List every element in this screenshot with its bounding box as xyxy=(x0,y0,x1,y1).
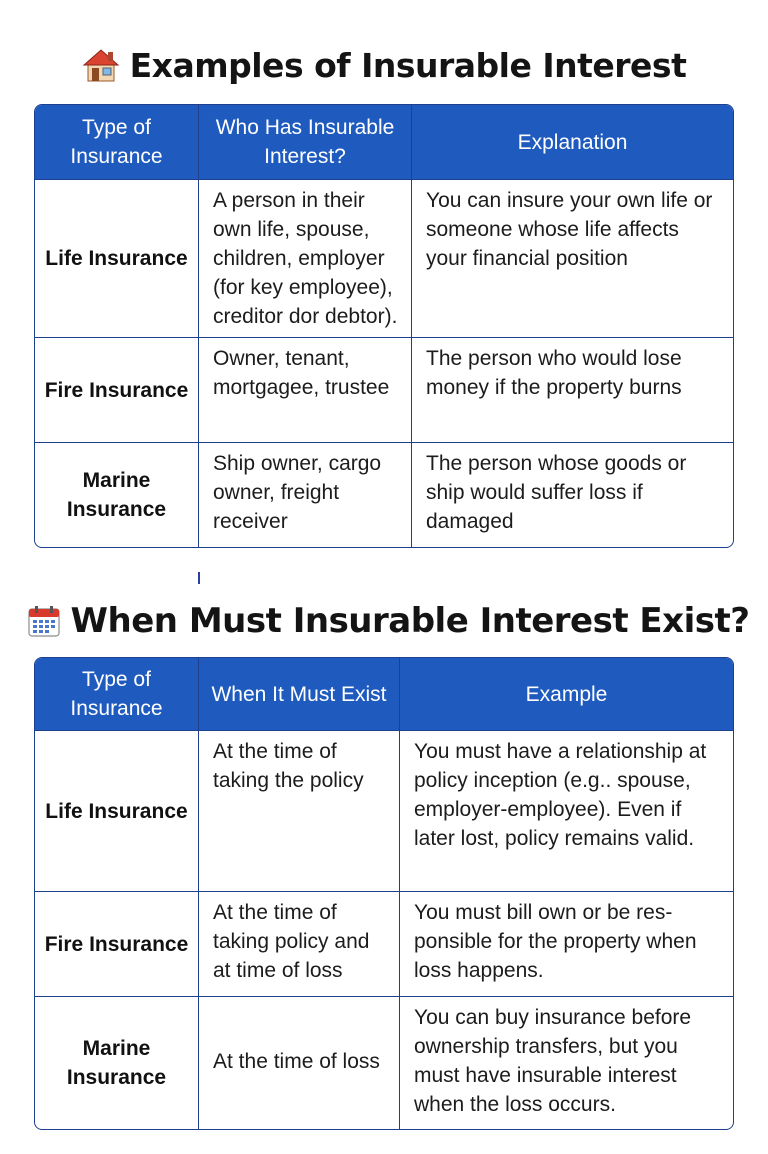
table-header-row xyxy=(35,658,733,730)
cell-who: Ship owner, cargo owner, freight receiver xyxy=(199,442,412,547)
cell-explanation: The person who would lose money if the property burns xyxy=(412,337,733,442)
house-icon xyxy=(82,46,120,84)
column-header-explanation: Explanation xyxy=(412,105,733,179)
table-row xyxy=(35,891,733,996)
section2-heading xyxy=(4,596,768,646)
section1-title: Examples of Insurable Interest xyxy=(129,45,687,85)
column-header-when: When It Must Exist xyxy=(199,658,400,730)
cell-who: Owner, tenant, mortgagee, trustee xyxy=(199,337,412,442)
table-header-row xyxy=(35,105,733,179)
cell-when: At the time of taking the policy xyxy=(199,730,400,891)
insurable-interest-timing-table xyxy=(34,657,734,1130)
cell-explanation: You can insure your own life or someone whose life affects your financial position xyxy=(412,179,733,337)
column-header-who: Who Has Insurable Interest? xyxy=(199,105,412,179)
column-header-type: Type of Insurance xyxy=(35,105,199,179)
cell-example: You must have a relationship at policy inception (e.g.. spouse, employer-employee). Even if later lost, policy remains valid. xyxy=(400,730,733,891)
cell-who: A person in their own life, spouse, children, employer (for key employee), creditor dor debtor). xyxy=(199,179,412,337)
cell-type: Life Insurance xyxy=(35,179,199,337)
table-row xyxy=(35,730,733,891)
insurable-interest-examples-table xyxy=(34,104,734,548)
cell-when: At the time of loss xyxy=(199,996,400,1129)
calendar-icon xyxy=(27,604,61,638)
section2-title: When Must Insurable Interest Exist? xyxy=(70,601,750,641)
cell-type: Fire Insurance xyxy=(35,891,199,996)
column-header-type: Type of Insurance xyxy=(35,658,199,730)
table-row xyxy=(35,996,733,1129)
section1-heading xyxy=(0,40,768,90)
cell-example: You must bill own or be res-ponsible for the property when loss happens. xyxy=(400,891,733,996)
cell-example: You can buy insurance before ownership transfers, but you must have insurable interest when the loss occurs. xyxy=(400,996,733,1129)
table-row xyxy=(35,442,733,547)
cell-explanation: The person whose goods or ship would suffer loss if damaged xyxy=(412,442,733,547)
cell-when: At the time of taking policy and at time of loss xyxy=(199,891,400,996)
cell-type: Life Insurance xyxy=(35,730,199,891)
column-header-example: Example xyxy=(400,658,733,730)
cell-type: Fire Insurance xyxy=(35,337,199,442)
table-row xyxy=(35,337,733,442)
table-row xyxy=(35,179,733,337)
cell-type: Marine Insurance xyxy=(35,996,199,1129)
cell-type: Marine Insurance xyxy=(35,442,199,547)
divider-tick xyxy=(198,572,200,584)
